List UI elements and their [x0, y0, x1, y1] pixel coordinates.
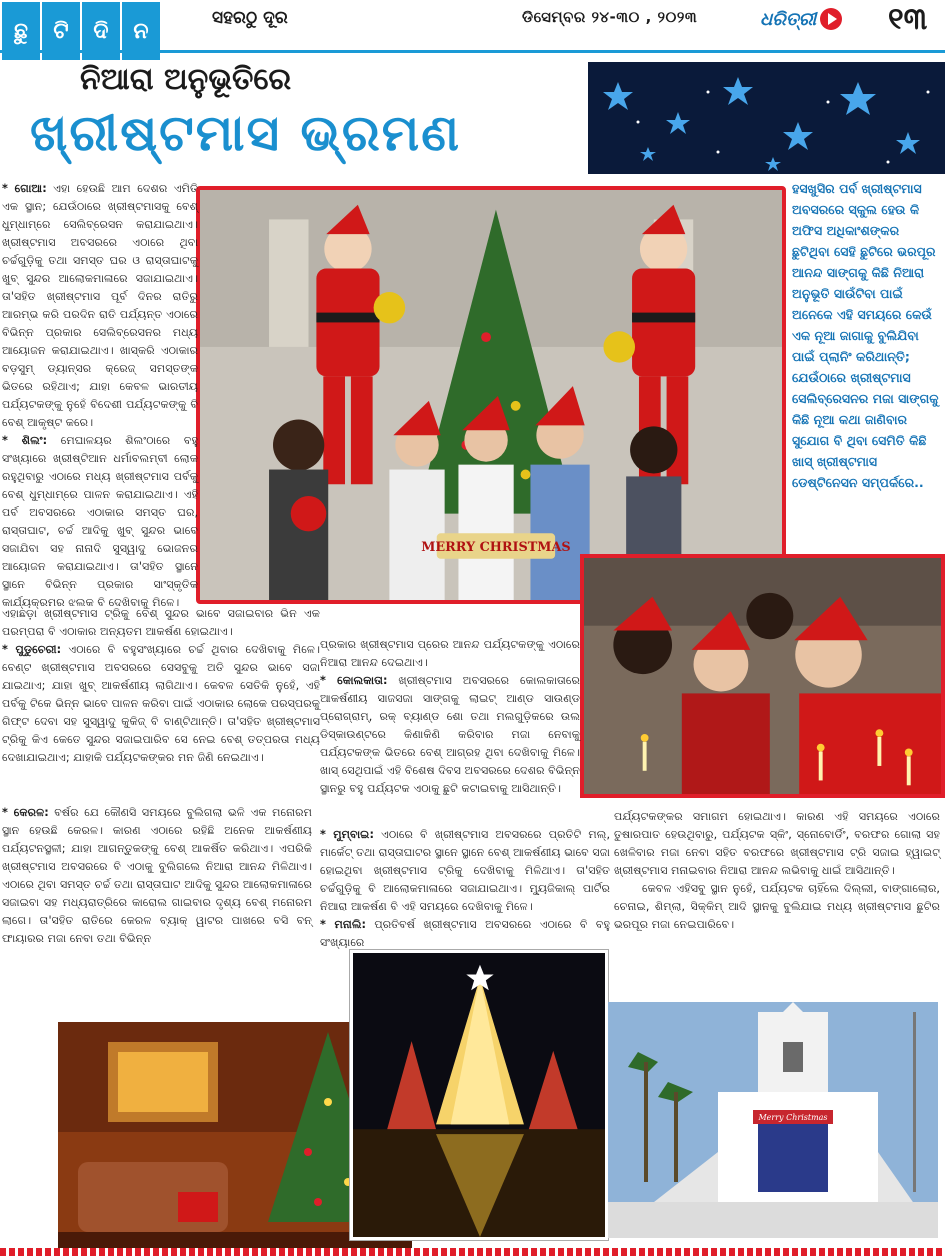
footer-border [0, 1248, 945, 1256]
kerala-text: ବର୍ଷର ଯେ କୌଣସି ସମୟରେ ବୁଲିଗଲା ଭଳି ଏକ ମନୋରମ ସ୍ଥାନ ହେଉଛି କେରଳ। କାରଣ ଏଠାରେ ରହିଛି ଅନେକ ଆକର୍ଷଣୀୟ ପର୍ଯ୍ୟଟନସ୍ଥଳୀ; ଯାହା ଆଗନ୍ତୁକଙ୍କୁ ବେଶ୍ ଆକର୍ଷିତ କରିଥାଏ। ଏପରିକି ଖ୍ରୀଷ୍ଟମାସ ଅବସରରେ ବି ଏଠାକୁ ବୁଲିଗଲେ ନିଆରା ଆନନ୍ଦ ମିଳିଥାଏ। ଏଠାରେ ଥିବା ସମସ୍ତ ଚର୍ଚ୍ଚ ତଥା ରାସ୍ତାଘାଟ ଆଦିକୁ ସୁନ୍ଦର ଆଲୋକମାଳାରେ ସଜାଇବା ସହ ମଧ୍ୟରାତ୍ରିରେ କାରୋଲ ଗାଇବାର ଦୃଶ୍ୟ ବେଶ୍ ମନୋରମ ଲାଗେ। ତା'ସହିତ ରାତିରେ କେରଳ ବ୍ୟାକ୍ ୱାଟର ପାଖରେ ବସି ବନ୍ ଫାୟାରର ମଜା ନେବା ତଥା ବିଭିନ୍ନ [2, 806, 312, 945]
article-column-kerala [2, 804, 312, 948]
closing-text: କେବଳ ଏହିସବୁ ସ୍ଥାନ ନୁହେଁ, ପର୍ଯ୍ୟଟକ ଚାହିଁଲେ ଦିଲ୍ଲୀ, ବାଙ୍ଗାଲୋର, ଚେନାଇ, ଶିମ୍ଲା, ସିକ୍କିମ୍ ଆଦି ସ୍ଥାନକୁ ବୁଲିଯାଇ ମଧ୍ୟ ଖ୍ରୀଷ୍ଟମାସ ଛୁଟିର ଭରପୂର ମଜା ନେଇପାରିବେ। [614, 882, 940, 931]
mumbai-label: * ମୁମ୍ବାଇ: [320, 828, 374, 841]
mumbai-text: ଏଠାରେ ବି ଖ୍ରୀଷ୍ଟମାସ ଅବସରରେ ପ୍ରତିଟି ମଲ୍, ମାର୍କେଟ୍ ତଥା ରାସ୍ତାଘାଟର ସ୍ଥାନେ ସ୍ଥାନେ ବେଶ୍ ଆକର୍ଷଣୀୟ ଭାବେ ସଜା ହୋଇଥିବା ଖ୍ରୀଷ୍ଟମାସ ଟ୍ରିକୁ ଦେଖିବାକୁ ମିଳିଥାଏ। ତା'ସହିତ ଚର୍ଚ୍ଚଗୁଡ଼ିକୁ ବି ଆଲୋକମାଳାରେ ସଜାଯାଇଥାଏ। ମ୍ୟୁଜିକାଲ୍ ପାର୍ଟିର ନିଆରା ଆକର୍ଷଣ ବି ଏହି ସମୟରେ ଦେଖିବାକୁ ମିଳେ। [320, 828, 611, 913]
shillong-text-continued: ଏହାଛଡ଼ା ଖ୍ରୀଷ୍ଟମାସ ଟ୍ରିକୁ ବେଶ୍ ସୁନ୍ଦର ଭାବେ ସଜାଇବାର ଭିନ ଏକ ପରମ୍ପରା ବି ଏଠାକାର ଅନ୍ୟତମ ଆକର୍ଷଣ ହୋଇଥାଏ। [2, 607, 320, 638]
page-number: ୧୩ [888, 2, 928, 37]
kolkata-text: ଖ୍ରୀଷ୍ଟମାସ ଅବସରରେ କୋଲକାତାରେ ଆକର୍ଷଣୀୟ ସାଜସଜା ସାଙ୍ଗକୁ ଲାଇଟ୍ ଆଣ୍ଡ ସାଉଣ୍ଡ ପ୍ରୋଗ୍ରାମ୍, ରକ୍ ବ୍ୟାଣ୍ଡ ଶୋ ତଥା ମଲଗୁଡ଼ିକରେ ଉଲ ଡିସ୍କାଉଣ୍ଟରେ କିଣାକିଣି କରିବାର ମଜା ନେବାକୁ ପର୍ଯ୍ୟଟକଙ୍କ ଭିତରେ ବେଶ୍ ଆଗ୍ରହ ଥିବା ଦେଖିବାକୁ ମିଳେ। ଖାସ୍ ସେଥିପାଇଁ ଏହି ବିଶେଷ ଦିବସ ଅବସରରେ ଦେଶର ବିଭିନ୍ନ ସ୍ଥାନରୁ ବହୁ ପର୍ଯ୍ୟଟକ ଏଠାକୁ ଛୁଟି କଟାଇବାକୁ ଆସିଥାନ୍ତି। [320, 674, 580, 795]
masthead-letter: ଦି [82, 2, 120, 60]
kerala-label: * କେରଳ: [2, 806, 49, 819]
goa-label: * ଗୋଆ: [2, 182, 47, 195]
manali-label: * ମନାଲି: [320, 918, 367, 931]
goa-text: ଏହା ହେଉଛି ଆମ ଦେଶର ଏମିତି ଏକ ସ୍ଥାନ; ଯେଉଁଠାରେ ଖ୍ରୀଷ୍ଟମାସକୁ ବେଶ୍ ଧୁମ୍‌ଧାମ୍‌ରେ ସେଲିବ୍ରେସନ କରାଯାଇଥାଏ। ଖ୍ରୀଷ୍ଟମାସ ଅବସରରେ ଏଠାରେ ଥିବା ଚର୍ଚ୍ଚଗୁଡ଼ିକୁ ତଥା ସମସ୍ତ ଘର ଓ ରାସ୍ତାଘାଟକୁ ଖୁବ୍ ସୁନ୍ଦର ଆଲୋକମାଳାରେ ସଜାଯାଇଥାଏ। ତା'ସହିତ ଖ୍ରୀଷ୍ଟମାସ ପୂର୍ବ ଦିନର ରାତିରୁ ଆରମ୍ଭ କରି ପରଦିନ ରାତି ପର୍ଯ୍ୟନ୍ତ ଏଠାରେ ବିଭିନ୍ନ ପ୍ରକାର ସେଲିବ୍ରେସନର ମଧ୍ୟ ଆୟୋଜନ କରାଯାଇଥାଏ। ଖାସ୍‌କରି ଏଠାକାର ବଡ଼ସୁମ୍ ଡ୍ୟାନ୍ସର କ୍ରେଜ୍ ସମସ୍ତଙ୍କ ଭିତରେ ରହିଥାଏ; ଯାହା କେବଳ ଭାରତୀୟ ପର୍ଯ୍ୟଟକଙ୍କୁ ନୁହେଁ ବିଦେଶୀ ପର୍ଯ୍ୟଟକଙ୍କୁ ବି ବେଶ୍ ଆକୃଷ୍ଟ କରେ। [2, 182, 199, 429]
kolkata-label: * କୋଲକାତା: [320, 674, 388, 687]
merry-christmas-sign: MERRY CHRISTMAS [421, 539, 571, 555]
article-kicker: ନିଆରା ଅନୁଭୂତିରେ [80, 62, 292, 97]
article-column-left [2, 180, 198, 612]
article-column-middle [320, 636, 580, 798]
puducherry-text: ଏଠାରେ ବି ବହୁସଂଖ୍ୟାରେ ଚର୍ଚ୍ଚ ଥିବାର ଦେଖିବାକୁ ମିଳେ। ବେଣ୍ଟ ଖ୍ରୀଷ୍ଟମାସ ଅବସରରେ ସେସବୁକୁ ଅତି ସୁନ୍ଦର ଭାବେ ସଜା ଯାଇଥାଏ; ଯାହା ଖୁବ୍ ଆକର୍ଷଣୀୟ ଲାଗିଥାଏ। କେବଳ ସେତିକି ନୁହେଁ, ଏହି ପର୍ବକୁ ଟିକେ ଭିନ୍ନ ଭାବେ ପାଳନ କରିବା ପାଇଁ ଏଠାକାର ଲୋକେ ପରସ୍ପରକୁ ଗିଫ୍ଟ ଦେବା ସହ ସୁସ୍ୱାଦୁ କୁକିଜ୍ ବି ବାଣ୍ଟିଥାନ୍ତି। ତା'ସହିତ ଖ୍ରୀଷ୍ଟମାସ ଟ୍ରିକୁ କିଏ କେତେ ସୁନ୍ଦର ସଜାଇପାରିବ ସେ ନେଇ ବେଶ୍ ତତ୍ପରତା ମଧ୍ୟ ଦେଖାଯାଇଥାଏ; ଯାହାକି ପର୍ଯ୍ୟଟକଙ୍କର ମନ ଜିଣି ନେଇଥାଏ। [2, 643, 321, 764]
puducherry-text-continued: ପ୍ରକାର ଖ୍ରୀଷ୍ଟମାସ ପ୍ରେର ଆନନ୍ଦ ପର୍ଯ୍ୟଟକଙ୍କୁ ଏଠାରେ ନିଆରା ଆନନ୍ଦ ଦେଇଥାଏ। [320, 638, 580, 669]
church-banner: Merry Christmas [758, 1113, 828, 1122]
lit-christmas-tree-photo [350, 950, 608, 1240]
brand-name: ଧରିତ୍ରୀ [760, 8, 817, 30]
manali-text-continued: ପର୍ଯ୍ୟଟକଙ୍କର ସମାଗମ ହୋଇଥାଏ। କାରଣ ଏହି ସମୟରେ ଏଠାରେ ତୁଷାରପାତ ହେଉଥିବାରୁ, ପର୍ଯ୍ୟଟକ ସ୍କିଂ, ସ୍ନୋବୋର୍ଡିଂ, ବରଫର ଗୋଲା ସହ ଖେଳିବାର ମଜା ନେବା ସହିତ ବରଫରେ ଖ୍ରୀଷ୍ଟମାସ ଟ୍ରି ସଜାଇ ହ୍ୱାଇଟ୍ ଖ୍ରୀଷ୍ଟମାସ ମନାଇବାର ନିଆରା ଆନନ୍ଦ ଲଭିବାକୁ ଧାଇଁ ଆସିଥାନ୍ତି। [614, 810, 940, 877]
article-column-right [614, 808, 940, 934]
masthead-letter: ଟି [42, 2, 80, 60]
article-column-continuation [2, 605, 320, 767]
star-decoration-photo [588, 62, 945, 174]
play-icon [820, 8, 842, 30]
issue-date: ଡିସେମ୍ବର ୨୪-୩୦ , ୨୦୨୩ [522, 8, 698, 26]
shillong-label: * ଶିଲଂ: [2, 434, 48, 447]
header-divider [0, 50, 945, 53]
candle-lighting-photo [580, 554, 945, 798]
puducherry-label: * ପୁଡୁଚେରୀ: [2, 643, 62, 656]
article-column-mumbai [320, 826, 610, 952]
article-intro: ହସଖୁସିର ପର୍ବ ଖ୍ରୀଷ୍ଟମାସ ଅବସରରେ ସ୍କୁଲ ହେଉ କି ଅଫିସ ଅଧିକାଂଶଙ୍କର ଛୁଟିଥିବା ସେହି ଛୁଟିରେ ଭରପୂର ଆନନ୍ଦ ସାଙ୍ଗକୁ କିଛି ନିଆରା ଅନୁଭୂତି ସାଉଁଟିବା ପାଇଁ ଅନେକେ ଏହି ସମୟରେ କେଉଁ ଏକ ନୂଆ ଜାଗାକୁ ବୁଲିଯିବା ପାଇଁ ପ୍ଲାନିଂ କରିଥାନ୍ତି; ଯେଉଁଠାରେ ଖ୍ରୀଷ୍ଟମାସ ସେଲିବ୍ରେସନର ମଜା ସାଙ୍ଗକୁ କିଛି ନୂଆ କଥା ଜାଣିବାର ସୁଯୋଗ ବି ଥିବା ସେମିତି କିଛି ଖାସ୍ ଖ୍ରୀଷ୍ଟମାସ ଡେଷ୍ଟିନେସନ ସମ୍ପର୍କରେ.. [786, 174, 945, 552]
decorated-church-photo [608, 1002, 938, 1238]
brand-logo [760, 2, 850, 36]
section-label: ସହରଠୁ ଦୂର [212, 8, 288, 28]
shillong-text: ମେଘାଳୟର ଶିଲଂଠାରେ ବହୁ ସଂଖ୍ୟାରେ ଖ୍ରୀଷ୍ଟିଆନ ଧର୍ମାବଲମ୍ବୀ ଲୋକ ରହୁଥିବାରୁ ଏଠାରେ ମଧ୍ୟ ଖ୍ରୀଷ୍ଟମାସ ପର୍ବକୁ ବେଶ୍ ଧୁମ୍‌ଧାମ୍‌ରେ ପାଳନ କରାଯାଇଥାଏ। ଏହି ପର୍ବ ଅବସରରେ ଏଠାକାର ସମସ୍ତ ଘର, ରାସ୍ତାଘାଟ, ଚର୍ଚ୍ଚ ଆଦିକୁ ଖୁବ୍ ସୁନ୍ଦର ଭାବେ ସଜାଯିବା ସହ ନାନାଦି ସୁସ୍ୱାଦୁ ଭୋଜନର ଆୟୋଜନ କରାଯାଇଥାଏ। ତା'ସହିତ ସ୍ଥାନେ ସ୍ଥାନେ ବିଭିନ୍ନ ପ୍ରକାର ସାଂସ୍କୃତିକ କାର୍ଯ୍ୟକ୍ରମର ଝଲକ ବି ଦେଖିବାକୁ ମିଳେ। [2, 434, 198, 609]
article-headline: ଖ୍ରୀଷ୍ଟମାସ ଭ୍ରମଣ [30, 104, 462, 162]
page-header [0, 0, 945, 62]
masthead-letter: ଛୁ [2, 2, 40, 60]
santa-celebration-photo [196, 186, 786, 604]
manali-text: ପ୍ରତିବର୍ଷ ଖ୍ରୀଷ୍ଟମାସ ଅବସରରେ ଏଠାରେ ବି ବହୁ ସଂଖ୍ୟାରେ [320, 918, 610, 949]
masthead-letter: ନ [122, 2, 160, 60]
